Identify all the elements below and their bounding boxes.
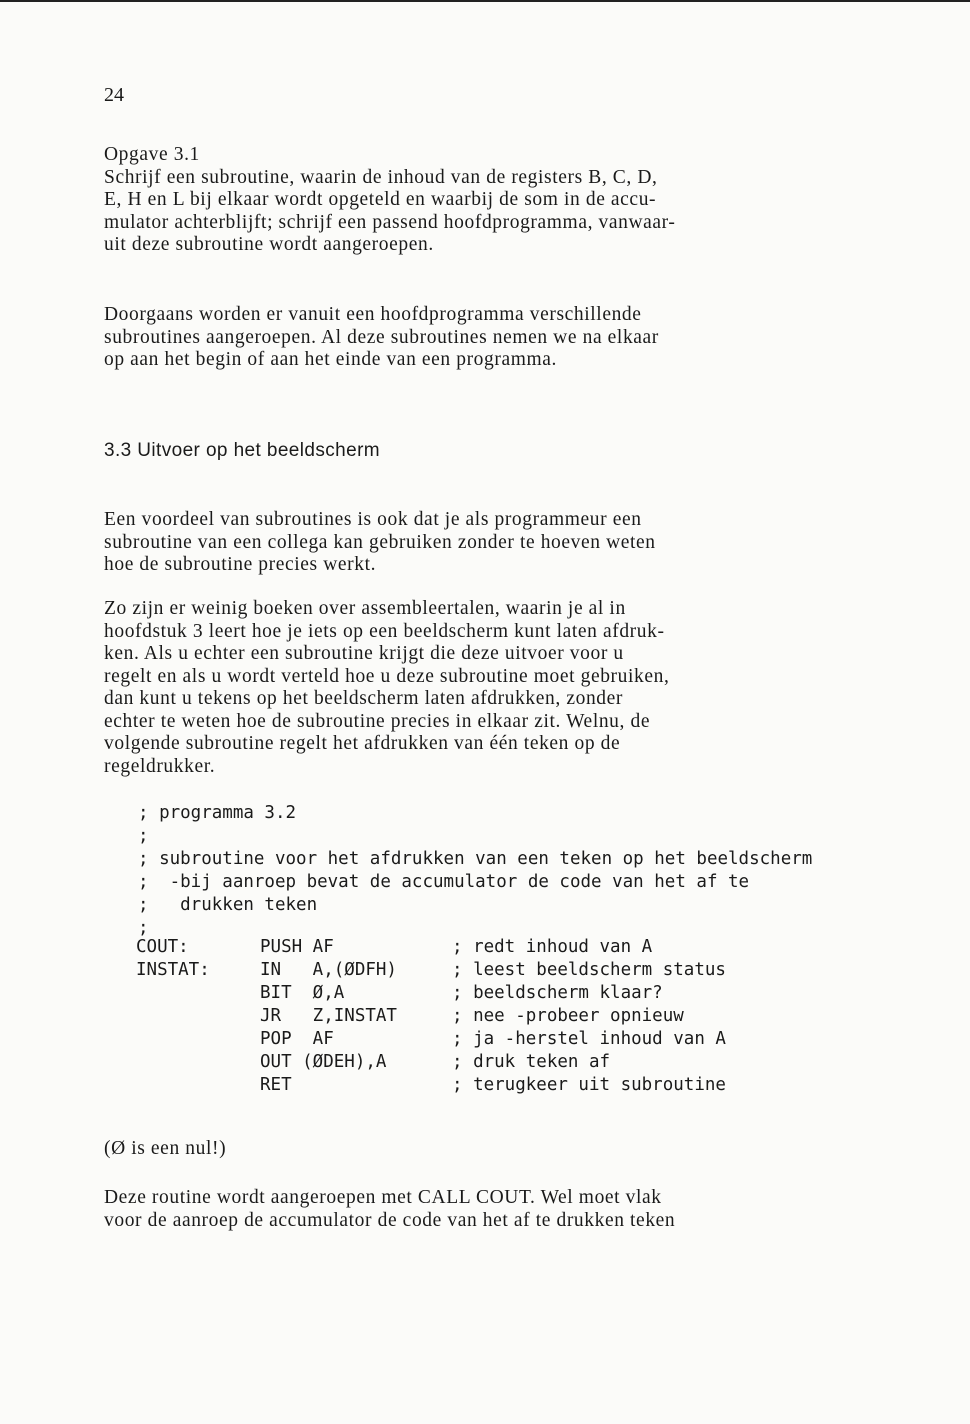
paragraph-line: dan kunt u tekens op het beeldscherm laten afdrukken, zonder bbox=[104, 688, 623, 709]
code-instruction: POP AF bbox=[260, 1029, 334, 1049]
routine-paragraph bbox=[104, 1187, 864, 1232]
paragraph-line: regeldrukker. bbox=[104, 755, 216, 777]
exercise-line: mulator achterblijft; schrijf een passend hoofdprogramma, vanwaar- bbox=[104, 211, 676, 233]
code-comment: ; ja -herstel inhoud van A bbox=[452, 1029, 726, 1049]
code-comment: ; druk teken af bbox=[452, 1052, 611, 1072]
paragraph-line: hoe de subroutine precies werkt. bbox=[104, 554, 377, 575]
code-instruction: JR Z,INSTAT bbox=[260, 1006, 397, 1026]
paragraph-line: Zo zijn er weinig boeken over assembleertalen, waarin je al in bbox=[104, 598, 626, 619]
code-comment-line: ; -bij aanroep bevat de accumulator de code van het af te bbox=[138, 872, 750, 892]
intro-paragraph bbox=[104, 304, 864, 372]
advantage-paragraph bbox=[104, 509, 864, 577]
paragraph-line: Doorgaans worden er vanuit een hoofdprogramma verschillende bbox=[104, 304, 642, 325]
code-label: INSTAT: bbox=[136, 960, 210, 980]
code-comment-line: ; bbox=[138, 826, 149, 846]
paragraph-line: Deze routine wordt aangeroepen met CALL COUT. Wel moet vlak bbox=[104, 1187, 662, 1208]
books-paragraph bbox=[104, 598, 864, 778]
code-comment-line: ; drukken teken bbox=[138, 895, 318, 915]
code-instruction: OUT (ØDEH),A bbox=[260, 1052, 387, 1072]
top-rule bbox=[0, 0, 970, 2]
code-comment: ; terugkeer uit subroutine bbox=[452, 1075, 726, 1095]
code-labels bbox=[136, 936, 210, 982]
code-comment: ; nee -probeer opnieuw bbox=[452, 1006, 684, 1026]
paragraph-line: voor de aanroep de accumulator de code van het af te drukken teken bbox=[104, 1209, 676, 1231]
code-comment: ; leest beeldscherm status bbox=[452, 960, 726, 980]
paragraph-line: volgende subroutine regelt het afdrukken van één teken op de bbox=[104, 733, 621, 754]
code-comment-line: ; subroutine voor het afdrukken van een teken op het beeldscherm bbox=[138, 849, 813, 869]
code-comment-line: ; programma 3.2 bbox=[138, 803, 297, 823]
code-instruction: IN A,(ØDFH) bbox=[260, 960, 397, 980]
paragraph-line: echter te weten hoe de subroutine precies in elkaar zit. Welnu, de bbox=[104, 710, 651, 732]
code-instructions bbox=[260, 936, 397, 1097]
section-heading: 3.3 Uitvoer op het beeldscherm bbox=[104, 440, 381, 461]
program-header bbox=[138, 802, 812, 940]
code-instruction: PUSH AF bbox=[260, 937, 334, 957]
code-comments bbox=[452, 936, 726, 1097]
exercise-line: uit deze subroutine wordt aangeroepen. bbox=[104, 234, 434, 255]
exercise-line: E, H en L bij elkaar wordt opgeteld en waarbij de som in de accu- bbox=[104, 189, 657, 210]
paragraph-line: op aan het begin of aan het einde van een programma. bbox=[104, 349, 557, 370]
paragraph-line: Een voordeel van subroutines is ook dat je als programmeur een bbox=[104, 509, 642, 530]
code-instruction: RET bbox=[260, 1075, 292, 1095]
code-instruction: BIT Ø,A bbox=[260, 983, 345, 1003]
paragraph-line: hoofdstuk 3 leert hoe je iets op een beeldscherm kunt laten afdruk- bbox=[104, 620, 665, 642]
paragraph-line: subroutines aangeroepen. Al deze subroutines nemen we na elkaar bbox=[104, 326, 659, 348]
code-label: COUT: bbox=[136, 937, 189, 957]
paragraph-line: subroutine van een collega kan gebruiken zonder te hoeven weten bbox=[104, 531, 656, 553]
exercise-title: Opgave 3.1 bbox=[104, 144, 200, 165]
code-comment: ; beeldscherm klaar? bbox=[452, 983, 663, 1003]
code-comment-line: ; bbox=[138, 918, 149, 938]
paragraph-line: regelt en als u wordt verteld hoe u deze subroutine moet gebruiken, bbox=[104, 665, 670, 687]
page-number: 24 bbox=[104, 84, 124, 106]
code-comment: ; redt inhoud van A bbox=[452, 937, 653, 957]
zero-note: (Ø is een nul!) bbox=[104, 1138, 227, 1159]
exercise-3-1 bbox=[104, 144, 864, 257]
paragraph-line: ken. Als u echter een subroutine krijgt die deze uitvoer voor u bbox=[104, 643, 624, 664]
exercise-line: Schrijf een subroutine, waarin de inhoud van de registers B, C, D, bbox=[104, 166, 658, 188]
